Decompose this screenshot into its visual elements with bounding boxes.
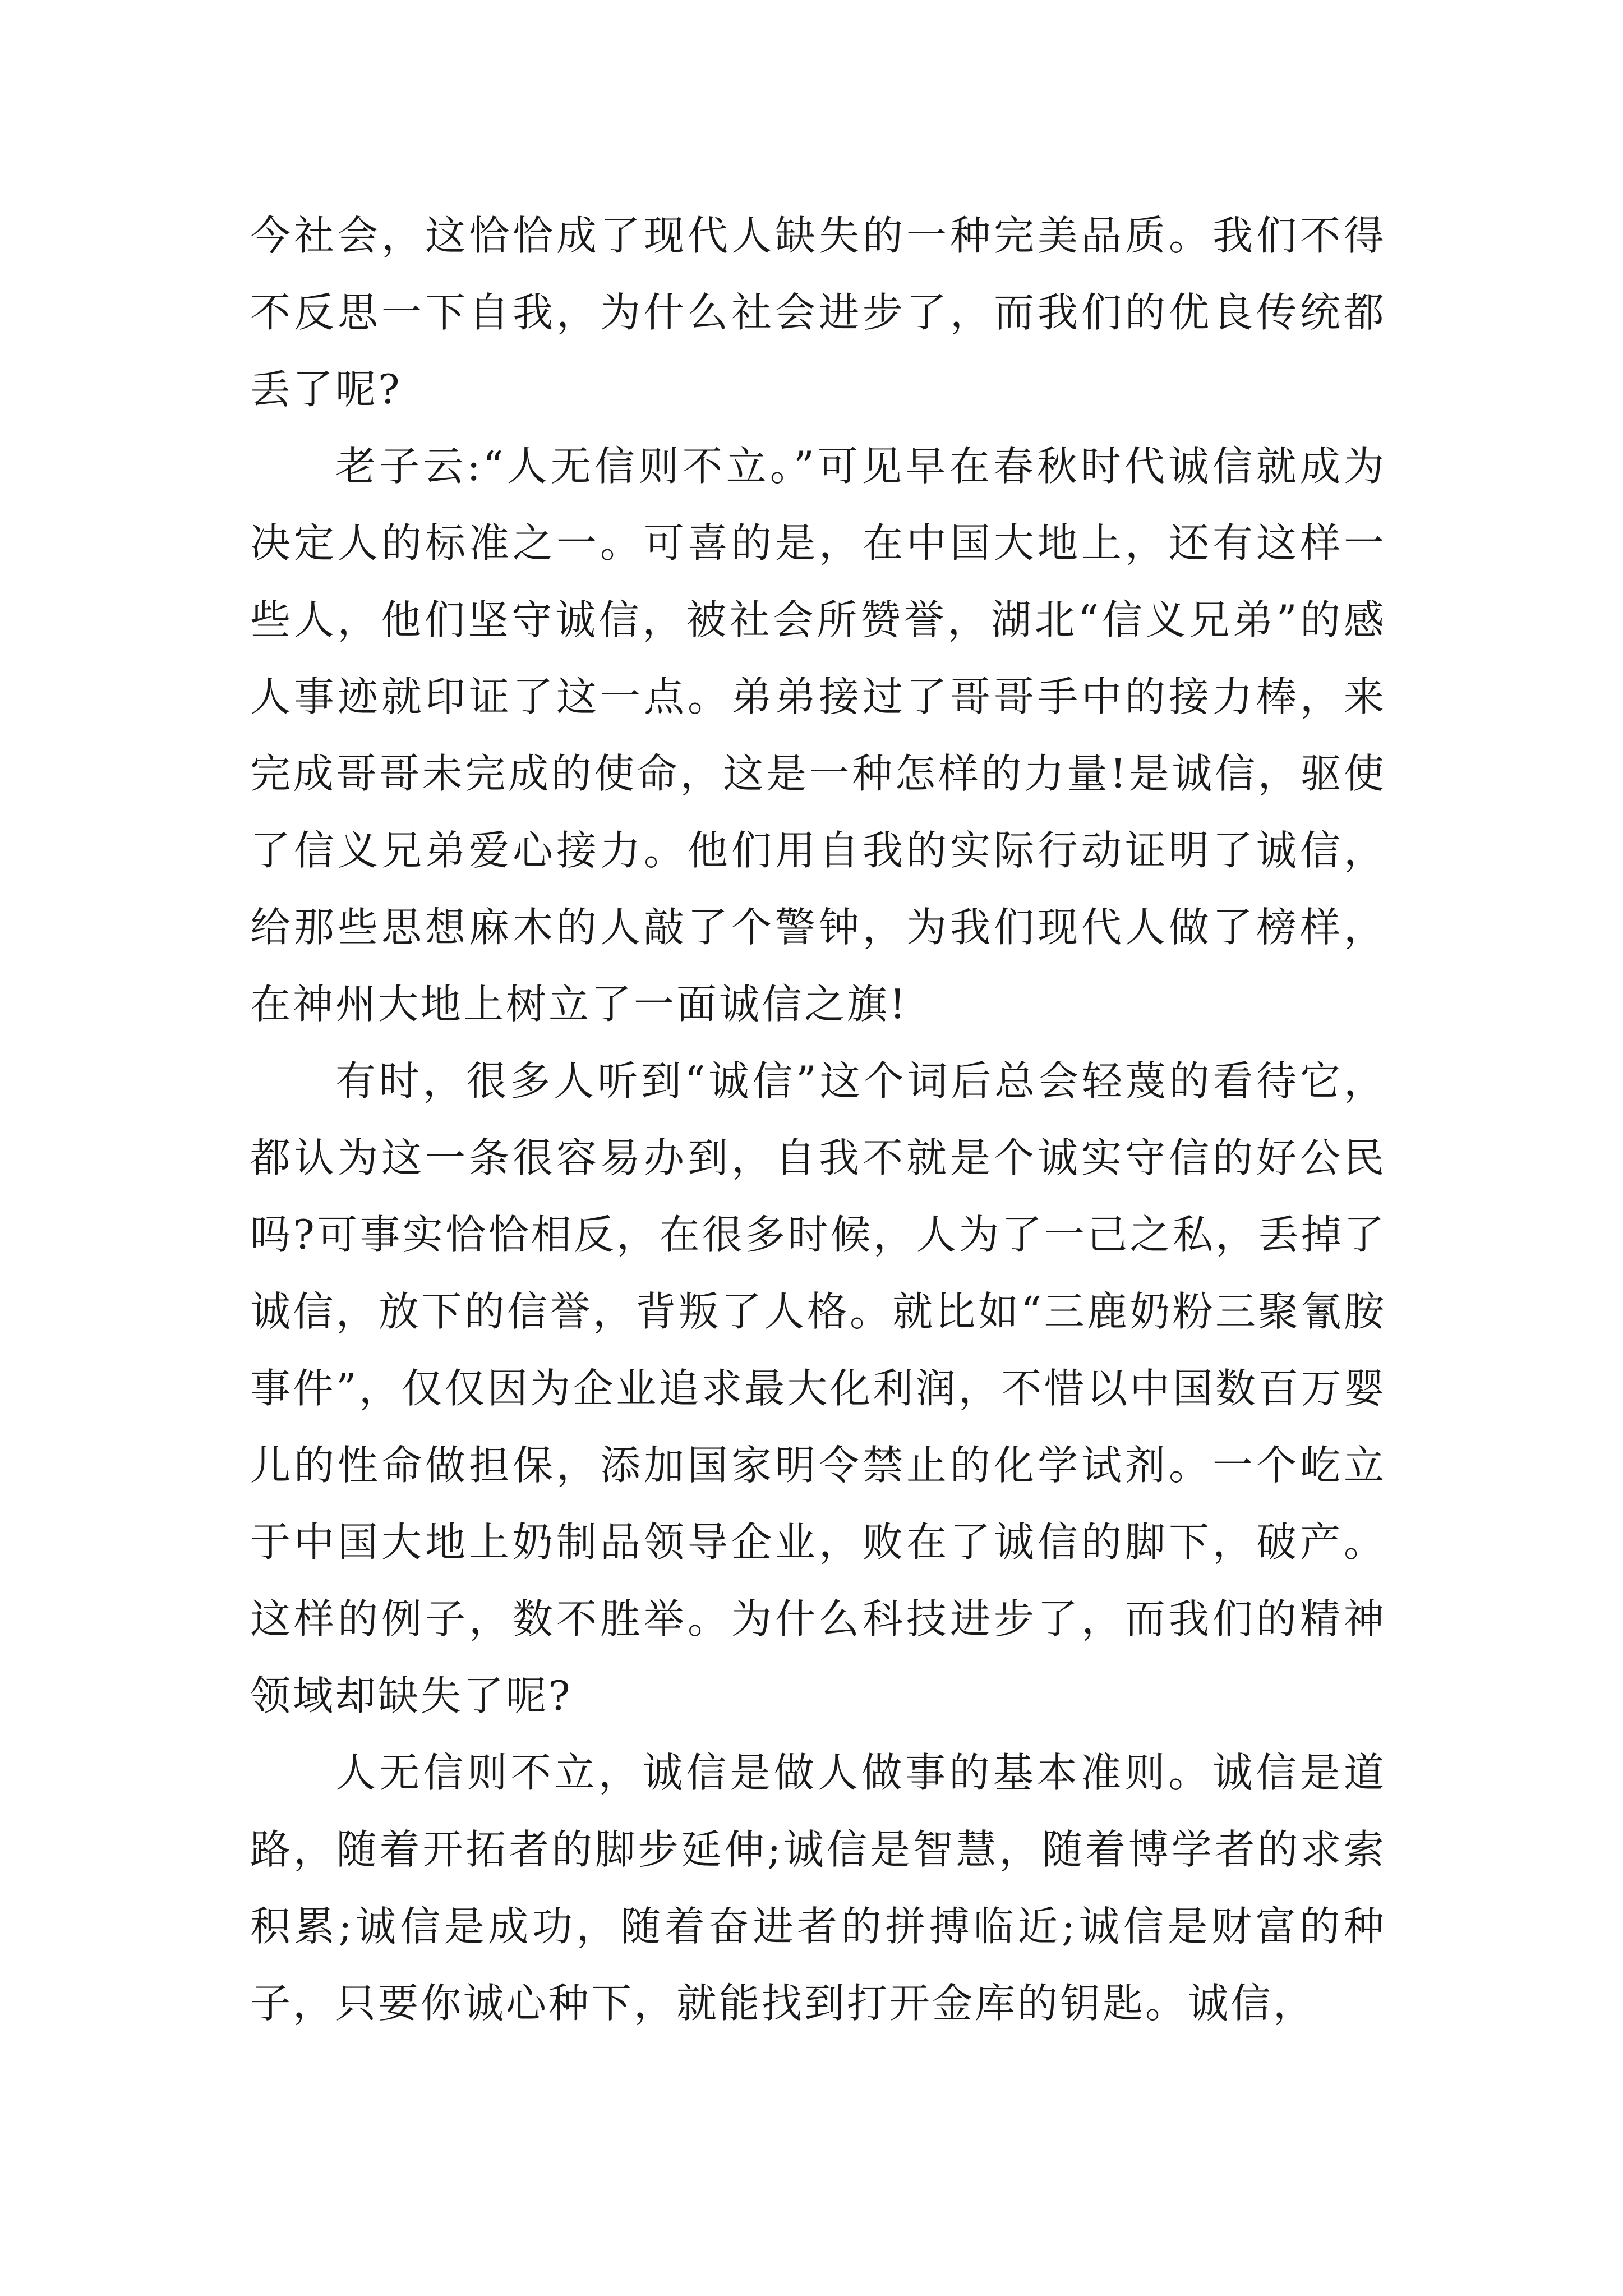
paragraph-sanlu-example: 有时，很多人听到“诚信”这个词后总会轻蔑的看待它，都认为这一条很容易办到，自我不就是个诚实守信的好公民吗?可事实恰恰相反，在很多时候，人为了一己之私，丢掉了诚信，放下的信誉，背叛了人格。就比如“三鹿奶粉三聚氰胺事件”，仅仅因为企业追求最大化利润，不惜以中国数百万婴儿的性命做担保，添加国家明令禁止的化学试剂。一个屹立于中国大地上奶制品领导企业，败在了诚信的脚下，破产。这样的例子，数不胜举。为什么科技进步了，而我们的精神领域却缺失了呢? bbox=[250, 1057, 1386, 1719]
paragraph-integrity-principle: 人无信则不立，诚信是做人做事的基本准则。诚信是道路，随着开拓者的脚步延伸;诚信是智慧，随着博学者的求索积累;诚信是成功，随着奋进者的拼搏临近;诚信是财富的种子，只要你诚心种下，就能找到打开金库的钥匙。诚信， bbox=[250, 1749, 1386, 2027]
paragraph-continuation: 今社会，这恰恰成了现代人缺失的一种完美品质。我们不得不反思一下自我，为什么社会进步了，而我们的优良传统都丢了呢? bbox=[250, 212, 1386, 413]
essay-body bbox=[250, 197, 1386, 2042]
paragraph-laozi-quote: 老子云:“人无信则不立。”可见早在春秋时代诚信就成为决定人的标准之一。可喜的是，在中国大地上，还有这样一些人，他们坚守诚信，被社会所赞誉，湖北“信义兄弟”的感人事迹就印证了这一点。弟弟接过了哥哥手中的接力棒，来完成哥哥未完成的使命，这是一种怎样的力量!是诚信，驱使了信义兄弟爱心接力。他们用自我的实际行动证明了诚信，给那些思想麻木的人敲了个警钟，为我们现代人做了榜样，在神州大地上树立了一面诚信之旗! bbox=[250, 443, 1386, 1028]
